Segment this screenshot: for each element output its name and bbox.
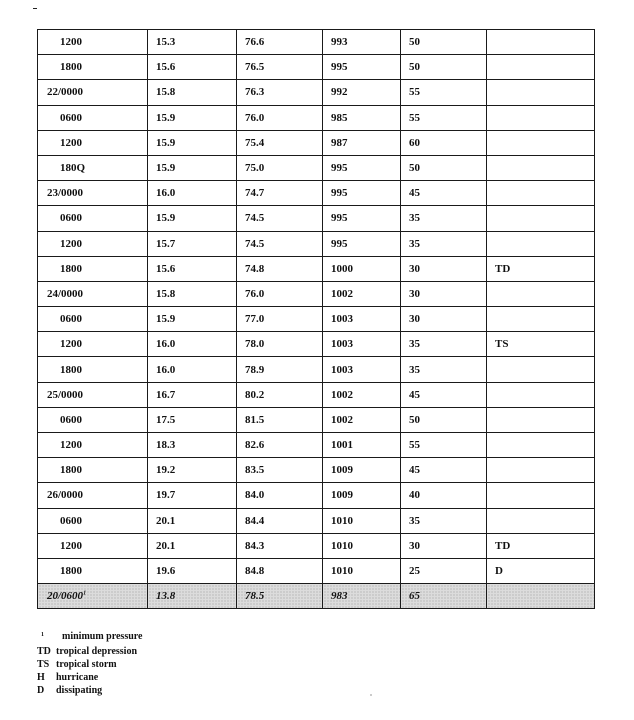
table-row bbox=[38, 155, 595, 180]
time-cell: 1200 bbox=[38, 533, 148, 558]
table-row bbox=[38, 382, 595, 407]
time-cell: 0600 bbox=[38, 307, 148, 332]
time-cell: 24/0000 bbox=[38, 281, 148, 306]
pressure-cell: 995 bbox=[323, 55, 401, 80]
time-cell: 0600 bbox=[38, 407, 148, 432]
stage-cell bbox=[487, 508, 595, 533]
latitude-cell: 15.9 bbox=[148, 307, 237, 332]
table-row bbox=[38, 458, 595, 483]
pressure-cell: 1002 bbox=[323, 281, 401, 306]
pressure-cell: 1010 bbox=[323, 558, 401, 583]
wind-speed-cell: 50 bbox=[401, 55, 487, 80]
time-cell: 22/0000 bbox=[38, 80, 148, 105]
wind-speed-cell: 50 bbox=[401, 407, 487, 432]
table-row bbox=[38, 55, 595, 80]
pressure-cell: 1003 bbox=[323, 332, 401, 357]
stage-cell bbox=[487, 105, 595, 130]
time-cell: 0600 bbox=[38, 508, 148, 533]
wind-speed-cell: 55 bbox=[401, 80, 487, 105]
latitude-cell: 15.7 bbox=[148, 231, 237, 256]
legend-description: dissipating bbox=[56, 685, 103, 696]
table-row bbox=[38, 281, 595, 306]
stage-cell bbox=[487, 382, 595, 407]
wind-speed-cell: 30 bbox=[401, 307, 487, 332]
pressure-cell: 983 bbox=[323, 584, 401, 609]
wind-speed-cell: 45 bbox=[401, 181, 487, 206]
table-row bbox=[38, 231, 595, 256]
pressure-cell: 1009 bbox=[323, 483, 401, 508]
time-cell: 0600 bbox=[38, 206, 148, 231]
time-cell: 1800 bbox=[38, 558, 148, 583]
footnote-legend bbox=[37, 630, 142, 697]
time-cell: 1200 bbox=[38, 30, 148, 55]
stage-cell bbox=[487, 357, 595, 382]
table-row bbox=[38, 558, 595, 583]
wind-speed-cell: 35 bbox=[401, 332, 487, 357]
stage-cell bbox=[487, 584, 595, 609]
table-row bbox=[38, 307, 595, 332]
stage-cell bbox=[487, 80, 595, 105]
pressure-cell: 1002 bbox=[323, 407, 401, 432]
latitude-cell: 19.6 bbox=[148, 558, 237, 583]
stage-cell bbox=[487, 181, 595, 206]
latitude-cell: 13.8 bbox=[148, 584, 237, 609]
legend-code: 1 bbox=[41, 632, 44, 638]
longitude-cell: 84.0 bbox=[237, 483, 323, 508]
stage-cell: TD bbox=[487, 533, 595, 558]
stage-cell bbox=[487, 307, 595, 332]
best-track-table bbox=[37, 29, 595, 609]
time-cell: 1800 bbox=[38, 55, 148, 80]
pressure-cell: 1010 bbox=[323, 533, 401, 558]
pressure-cell: 995 bbox=[323, 155, 401, 180]
stage-cell: TD bbox=[487, 256, 595, 281]
legend-description: tropical depression bbox=[56, 646, 138, 657]
stage-cell bbox=[487, 206, 595, 231]
minimum-pressure-row bbox=[38, 584, 595, 609]
table-row bbox=[38, 206, 595, 231]
longitude-cell: 76.6 bbox=[237, 30, 323, 55]
time-cell: 1800 bbox=[38, 357, 148, 382]
longitude-cell: 76.0 bbox=[237, 105, 323, 130]
latitude-cell: 15.6 bbox=[148, 55, 237, 80]
pressure-cell: 995 bbox=[323, 206, 401, 231]
table-row bbox=[38, 407, 595, 432]
pressure-cell: 985 bbox=[323, 105, 401, 130]
longitude-cell: 75.4 bbox=[237, 130, 323, 155]
pressure-cell: 992 bbox=[323, 80, 401, 105]
time-cell: 25/0000 bbox=[38, 382, 148, 407]
wind-speed-cell: 30 bbox=[401, 533, 487, 558]
legend-code: D bbox=[37, 685, 45, 696]
table-body bbox=[38, 30, 595, 609]
table-row bbox=[38, 508, 595, 533]
wind-speed-cell: 30 bbox=[401, 281, 487, 306]
latitude-cell: 17.5 bbox=[148, 407, 237, 432]
wind-speed-cell: 45 bbox=[401, 458, 487, 483]
latitude-cell: 15.6 bbox=[148, 256, 237, 281]
legend-code: TD bbox=[37, 646, 51, 657]
pressure-cell: 995 bbox=[323, 181, 401, 206]
legend-code: TS bbox=[37, 659, 50, 670]
stage-cell bbox=[487, 155, 595, 180]
longitude-cell: 76.5 bbox=[237, 55, 323, 80]
longitude-cell: 81.5 bbox=[237, 407, 323, 432]
wind-speed-cell: 35 bbox=[401, 206, 487, 231]
latitude-cell: 15.3 bbox=[148, 30, 237, 55]
legend-description: minimum pressure bbox=[62, 631, 143, 642]
scan-mark bbox=[33, 8, 37, 9]
time-cell: 180Q bbox=[38, 155, 148, 180]
legend-code: H bbox=[37, 672, 45, 683]
time-cell bbox=[38, 584, 148, 609]
table-row bbox=[38, 181, 595, 206]
longitude-cell: 82.6 bbox=[237, 433, 323, 458]
legend-item bbox=[37, 658, 142, 671]
table-row bbox=[38, 105, 595, 130]
stage-cell bbox=[487, 407, 595, 432]
time-cell: 26/0000 bbox=[38, 483, 148, 508]
latitude-cell: 15.9 bbox=[148, 105, 237, 130]
wind-speed-cell: 35 bbox=[401, 231, 487, 256]
stage-cell bbox=[487, 281, 595, 306]
pressure-cell: 1010 bbox=[323, 508, 401, 533]
longitude-cell: 77.0 bbox=[237, 307, 323, 332]
time-cell: 1800 bbox=[38, 458, 148, 483]
table-row bbox=[38, 30, 595, 55]
wind-speed-cell: 25 bbox=[401, 558, 487, 583]
pressure-cell: 1003 bbox=[323, 307, 401, 332]
latitude-cell: 18.3 bbox=[148, 433, 237, 458]
longitude-cell: 83.5 bbox=[237, 458, 323, 483]
table-row bbox=[38, 483, 595, 508]
time-cell: 1200 bbox=[38, 130, 148, 155]
wind-speed-cell: 50 bbox=[401, 30, 487, 55]
latitude-cell: 20.1 bbox=[148, 533, 237, 558]
pressure-cell: 1002 bbox=[323, 382, 401, 407]
longitude-cell: 74.8 bbox=[237, 256, 323, 281]
longitude-cell: 74.5 bbox=[237, 231, 323, 256]
stage-cell bbox=[487, 130, 595, 155]
wind-speed-cell: 35 bbox=[401, 508, 487, 533]
latitude-cell: 16.0 bbox=[148, 357, 237, 382]
stage-cell bbox=[487, 458, 595, 483]
stage-cell: D bbox=[487, 558, 595, 583]
longitude-cell: 74.7 bbox=[237, 181, 323, 206]
longitude-cell: 76.3 bbox=[237, 80, 323, 105]
pressure-cell: 1000 bbox=[323, 256, 401, 281]
wind-speed-cell: 60 bbox=[401, 130, 487, 155]
wind-speed-cell: 55 bbox=[401, 433, 487, 458]
pressure-cell: 993 bbox=[323, 30, 401, 55]
pressure-cell: 1009 bbox=[323, 458, 401, 483]
legend-item bbox=[37, 684, 142, 697]
stage-cell: TS bbox=[487, 332, 595, 357]
legend-item bbox=[37, 630, 142, 645]
pressure-cell: 1001 bbox=[323, 433, 401, 458]
latitude-cell: 16.0 bbox=[148, 332, 237, 357]
longitude-cell: 80.2 bbox=[237, 382, 323, 407]
latitude-cell: 19.7 bbox=[148, 483, 237, 508]
latitude-cell: 15.9 bbox=[148, 130, 237, 155]
table-row bbox=[38, 80, 595, 105]
table-row bbox=[38, 433, 595, 458]
legend-item bbox=[37, 671, 142, 684]
table-row bbox=[38, 256, 595, 281]
stage-cell bbox=[487, 30, 595, 55]
min-time-text: 20/0600 bbox=[47, 590, 84, 603]
longitude-cell: 78.9 bbox=[237, 357, 323, 382]
latitude-cell: 16.7 bbox=[148, 382, 237, 407]
pressure-cell: 987 bbox=[323, 130, 401, 155]
longitude-cell: 84.4 bbox=[237, 508, 323, 533]
scan-speck bbox=[370, 694, 372, 696]
wind-speed-cell: 35 bbox=[401, 357, 487, 382]
legend-description: tropical storm bbox=[56, 659, 117, 670]
time-cell: 23/0000 bbox=[38, 181, 148, 206]
latitude-cell: 20.1 bbox=[148, 508, 237, 533]
longitude-cell: 78.0 bbox=[237, 332, 323, 357]
latitude-cell: 16.0 bbox=[148, 181, 237, 206]
table-row bbox=[38, 357, 595, 382]
stage-cell bbox=[487, 231, 595, 256]
time-cell: 1200 bbox=[38, 231, 148, 256]
wind-speed-cell: 45 bbox=[401, 382, 487, 407]
longitude-cell: 76.0 bbox=[237, 281, 323, 306]
latitude-cell: 15.8 bbox=[148, 281, 237, 306]
time-cell: 1800 bbox=[38, 256, 148, 281]
wind-speed-cell: 50 bbox=[401, 155, 487, 180]
legend-item bbox=[37, 645, 142, 658]
latitude-cell: 15.8 bbox=[148, 80, 237, 105]
longitude-cell: 84.3 bbox=[237, 533, 323, 558]
longitude-cell: 78.5 bbox=[237, 584, 323, 609]
stage-cell bbox=[487, 433, 595, 458]
time-cell: 1200 bbox=[38, 433, 148, 458]
wind-speed-cell: 65 bbox=[401, 584, 487, 609]
latitude-cell: 19.2 bbox=[148, 458, 237, 483]
pressure-cell: 995 bbox=[323, 231, 401, 256]
stage-cell bbox=[487, 483, 595, 508]
time-cell: 1200 bbox=[38, 332, 148, 357]
footnote-marker: 1 bbox=[83, 590, 87, 597]
longitude-cell: 75.0 bbox=[237, 155, 323, 180]
latitude-cell: 15.9 bbox=[148, 206, 237, 231]
longitude-cell: 74.5 bbox=[237, 206, 323, 231]
table-row bbox=[38, 533, 595, 558]
longitude-cell: 84.8 bbox=[237, 558, 323, 583]
time-cell: 0600 bbox=[38, 105, 148, 130]
wind-speed-cell: 40 bbox=[401, 483, 487, 508]
table-row bbox=[38, 332, 595, 357]
latitude-cell: 15.9 bbox=[148, 155, 237, 180]
wind-speed-cell: 30 bbox=[401, 256, 487, 281]
pressure-cell: 1003 bbox=[323, 357, 401, 382]
table-row bbox=[38, 130, 595, 155]
stage-cell bbox=[487, 55, 595, 80]
wind-speed-cell: 55 bbox=[401, 105, 487, 130]
legend-description: hurricane bbox=[56, 672, 99, 683]
